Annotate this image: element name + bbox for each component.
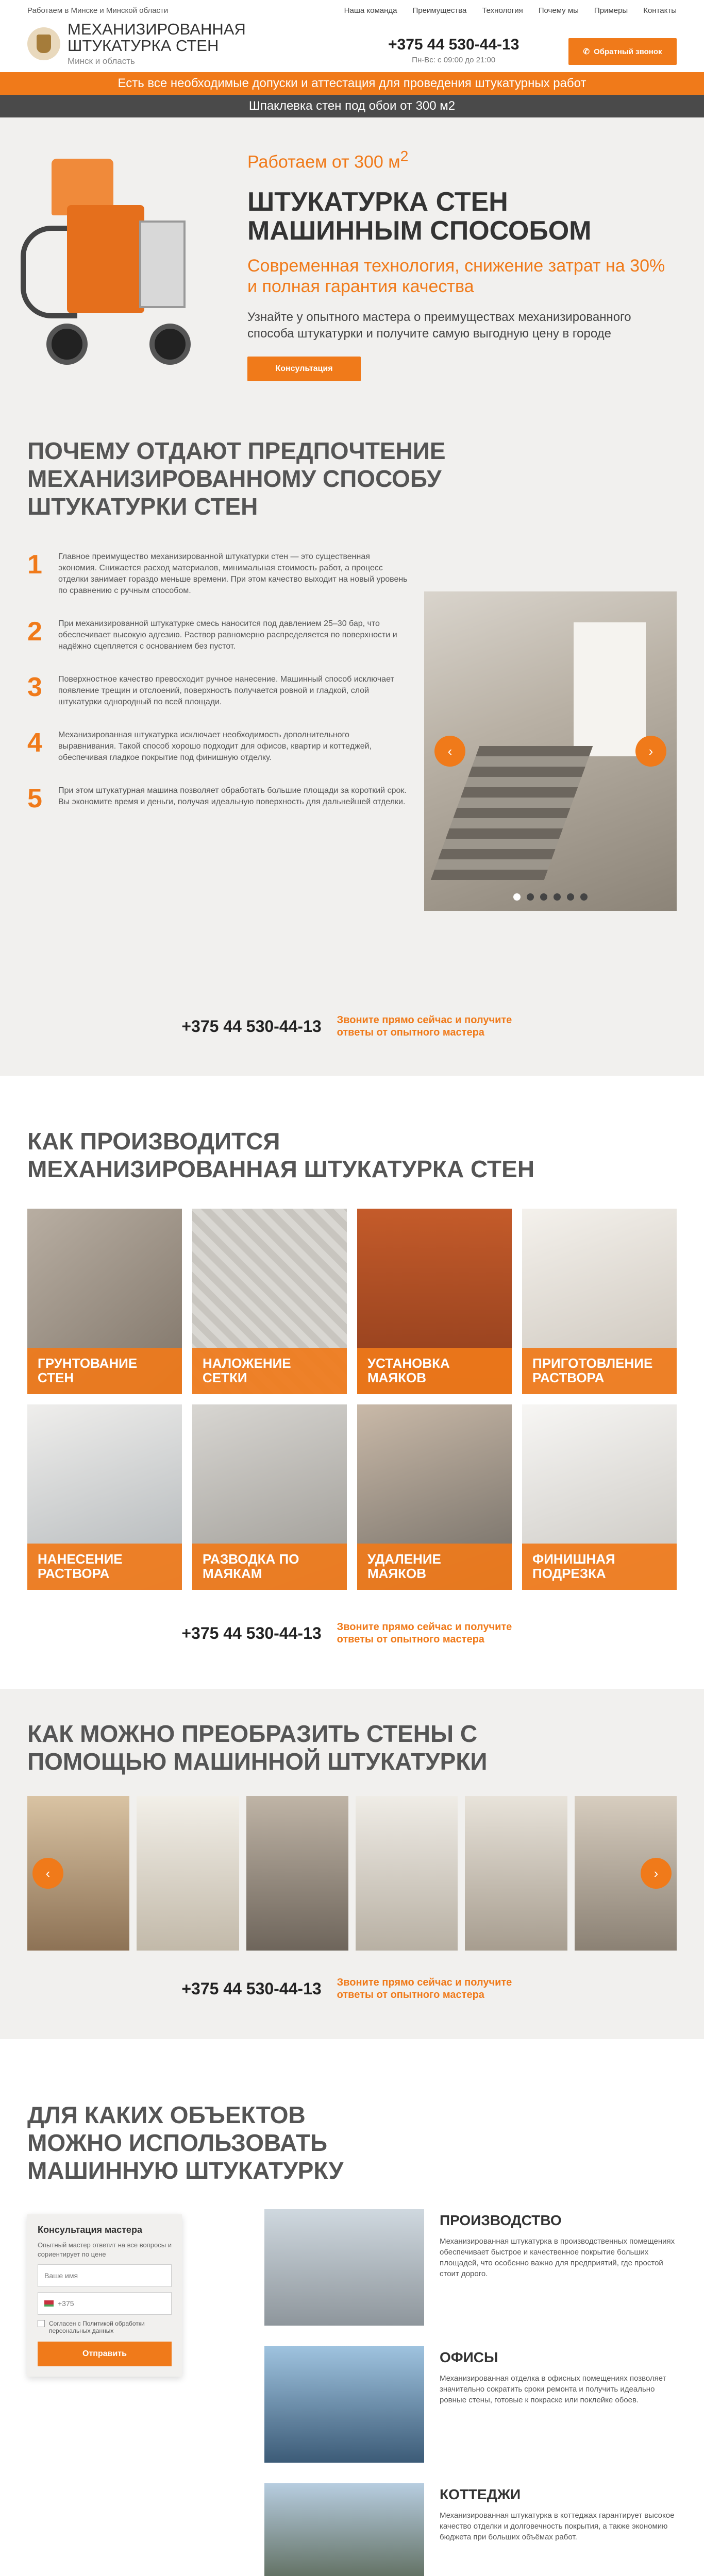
cta-phone[interactable]: +375 44 530-44-13 [181, 1623, 322, 1642]
promo-banner: Шпаклевка стен под обои от 300 м2 [0, 95, 704, 117]
gallery-photo[interactable] [356, 1796, 458, 1951]
hero-description: Узнайте у опытного мастера о преимуществах механизированного способа штукатурки и получите самую выгодную цену в городе [247, 310, 631, 341]
slider-dot[interactable] [567, 893, 574, 901]
phone-input[interactable]: +375 [38, 2292, 172, 2315]
why-section [0, 406, 704, 1076]
plastering-machine-image [21, 138, 216, 375]
form-text: Опытный мастер ответит на все вопросы и сориентирует по цене [38, 2241, 172, 2258]
transform-section [0, 1689, 704, 2039]
nav-item-contacts[interactable]: Контакты [643, 6, 677, 15]
transform-title: КАК МОЖНО ПРЕОБРАЗИТЬ СТЕНЫ С ПОМОЩЬЮ МАШИННОЙ ШТУКАТУРКИ [27, 1720, 488, 1775]
header [0, 0, 704, 72]
object-item: ОФИСЫ Механизированная отделка в офисных помещениях позволяет значительно сократить сроки ремонта и получить идеально ровные стены, готовые к покраске или поклейке обоев. [264, 2346, 677, 2463]
hero-subtitle: Современная технология, снижение затрат на 30% и полная гарантия качества [247, 256, 665, 297]
step-tile: УСТАНОВКА МАЯКОВ [357, 1209, 512, 1394]
object-item: КОТТЕДЖИ Механизированная штукатурка в коттеджах гарантирует высокое качество отделки и долговечность покрытия, а также экономию бюджета при больших объёмах работ. [264, 2483, 677, 2576]
why-item: 1 Главное преимущество механизированной штукатурки стен — это существенная экономия. Снижается расход материалов, минимальная стоимость работ, а процесс отделки занимает гораздо меньше времени. При этом качество выходит на новый уровень по сравнению с ручным способом. [27, 550, 408, 595]
cta-phone[interactable]: +375 44 530-44-13 [181, 1016, 322, 1036]
step-tile: НАНЕСЕНИЕ РАСТВОРА [27, 1404, 182, 1590]
cta-link[interactable]: Звоните прямо сейчас и получите ответы от опытного мастера [337, 1014, 512, 1038]
step-tile: НАЛОЖЕНИЕ СЕТКИ [192, 1209, 347, 1394]
hero [0, 117, 704, 406]
consultation-button[interactable]: Консультация [247, 357, 361, 381]
nav-item-team[interactable]: Наша команда [344, 6, 397, 15]
gallery-photo[interactable] [246, 1796, 348, 1951]
slider-next-arrow-icon[interactable]: › [635, 736, 666, 767]
logo-title-2: ШТУКАТУРКА СТЕН [68, 37, 219, 55]
cta-row [27, 1014, 677, 1039]
slider-dot[interactable] [554, 893, 561, 901]
gallery-photo[interactable] [465, 1796, 567, 1951]
header-phone[interactable]: +375 44 530-44-13 [388, 36, 519, 53]
nav-item-advantages[interactable]: Преимущества [412, 6, 467, 15]
gallery-prev-arrow-icon[interactable]: ‹ [32, 1858, 63, 1889]
header-phone-block [388, 36, 519, 64]
gallery-photo[interactable] [137, 1796, 239, 1951]
cta-row [27, 1976, 677, 2001]
logo-title-1: МЕХАНИЗИРОВАННАЯ [68, 20, 246, 38]
cta-link[interactable]: Звоните прямо сейчас и получите ответы от опытного мастера [337, 1621, 512, 1645]
why-item: 5 При этом штукатурная машина позволяет обработать большие площади за короткий срок. Вы экономите время и деньги, получая идеальную поверхность для дальнейшей отделки. [27, 784, 407, 814]
objects-list [264, 2209, 677, 2576]
callback-button[interactable] [568, 38, 677, 65]
objects-section [0, 2039, 704, 2576]
header-hours: Пн-Вс: с 09:00 до 21:00 [412, 56, 496, 64]
objects-title: ДЛЯ КАКИХ ОБЪЕКТОВ МОЖНО ИСПОЛЬЗОВАТЬ МАШИННУЮ ШТУКАТУРКУ [27, 2102, 344, 2184]
step-tile: ПРИГОТОВЛЕНИЕ РАСТВОРА [522, 1209, 677, 1394]
form-submit-button[interactable]: Отправить [38, 2342, 172, 2366]
why-item: 3 Поверхностное качество превосходит ручное нанесение. Машинный способ исключает появление трещин и отслоений, поверхность получается ровной и гладкой, слой штукатурки однородный по всей площади. [27, 672, 394, 706]
slider-dot[interactable] [540, 893, 547, 901]
hero-tag: Работаем от 300 $м^2$ [247, 148, 409, 172]
nav-item-examples[interactable]: Примеры [594, 6, 628, 15]
slider-dot[interactable] [527, 893, 534, 901]
hero-text [247, 148, 670, 381]
why-title: ПОЧЕМУ ОТДАЮТ ПРЕДПОЧТЕНИЕ МЕХАНИЗИРОВАННОМУ СПОСОБУ ШТУКАТУРКИ СТЕН [27, 437, 446, 520]
top-note: Работаем в Минске и Минской области [27, 6, 169, 15]
why-list [27, 551, 409, 812]
steps-grid [27, 1209, 677, 1590]
logo[interactable] [27, 21, 246, 66]
gallery-next-arrow-icon[interactable]: › [641, 1858, 672, 1889]
slider-dot[interactable] [513, 893, 521, 901]
consent-checkbox[interactable]: Согласен с Политикой обработки персональных данных [38, 2320, 172, 2334]
slider-dots [513, 893, 588, 901]
object-photo [264, 2346, 424, 2463]
why-item: 2 При механизированной штукатурке смесь наносится под давлением 25–30 бар, что обеспечивает высокую адгезию. Раствор равномерно распределяется по поверхности и надёжно сцепляется с основанием без пустот. [27, 617, 397, 651]
slider-dot[interactable] [580, 893, 588, 901]
hero-title: ШТУКАТУРКА СТЕН МАШИННЫМ СПОСОБОМ [247, 187, 592, 246]
consultation-form [27, 2214, 182, 2377]
flag-icon [44, 2300, 54, 2307]
callback-label: Обратный звонок [594, 47, 662, 56]
step-tile: РАЗВОДКА ПО МАЯКАМ [192, 1404, 347, 1590]
cta-phone[interactable]: +375 44 530-44-13 [181, 1979, 322, 1998]
why-item: 4 Механизированная штукатурка исключает необходимость дополнительного выравнивания. Такой способ хорошо подходит для офисов, квартир и коттеджей, обеспечивая гладкое покрытие под финишную отделку. [27, 728, 372, 762]
object-photo [264, 2483, 424, 2576]
logo-subtitle: Минск и область [68, 56, 135, 66]
object-item: ПРОИЗВОДСТВО Механизированная штукатурка в производственных помещениях обеспечивает быстрое и качественное покрытие больших площадей, что особенно важно для предприятий, где простой стоит дорого. [264, 2209, 677, 2326]
top-nav [344, 6, 677, 15]
step-tile: ГРУНТОВАНИЕ СТЕН [27, 1209, 182, 1394]
logo-trowel-icon [27, 27, 60, 60]
name-input[interactable]: Ваше имя [38, 2264, 172, 2287]
phone-icon: ✆ [583, 47, 590, 56]
why-photo-slider [424, 591, 677, 911]
step-tile: ФИНИШНАЯ ПОДРЕЗКА [522, 1404, 677, 1590]
nav-item-technology[interactable]: Технология [482, 6, 523, 15]
form-title: Консультация мастера [38, 2225, 142, 2235]
transform-gallery [27, 1796, 677, 1951]
permits-banner: Есть все необходимые допуски и аттестация для проведения штукатурных работ [0, 72, 704, 95]
nav-item-why[interactable]: Почему мы [538, 6, 579, 15]
cta-row [27, 1621, 677, 1646]
how-title: КАК ПРОИЗВОДИТСЯ МЕХАНИЗИРОВАННАЯ ШТУКАТУРКА СТЕН [27, 1128, 535, 1182]
slider-prev-arrow-icon[interactable]: ‹ [434, 736, 465, 767]
how-section [0, 1076, 704, 1689]
step-tile: УДАЛЕНИЕ МАЯКОВ [357, 1404, 512, 1590]
object-photo [264, 2209, 424, 2326]
cta-link[interactable]: Звоните прямо сейчас и получите ответы от опытного мастера [337, 1977, 512, 2001]
checkbox-icon [38, 2320, 45, 2327]
